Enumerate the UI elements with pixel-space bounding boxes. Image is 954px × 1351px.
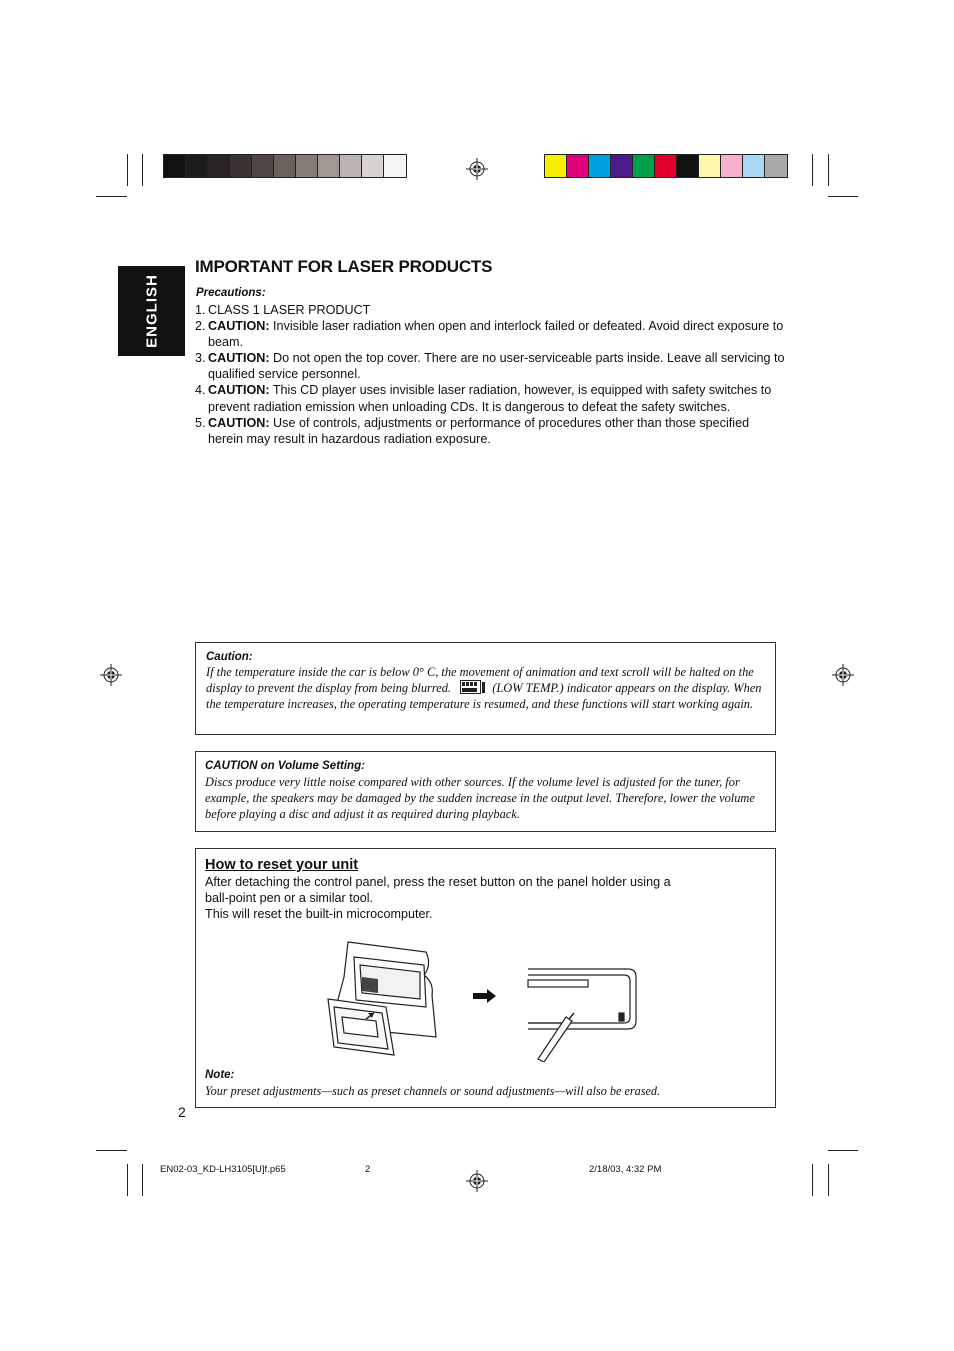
registration-mark-icon xyxy=(100,664,122,686)
precautions-label: Precautions: xyxy=(196,287,266,299)
item-number: 3. xyxy=(195,351,206,366)
color-swatch xyxy=(252,155,274,177)
arrow-right-icon xyxy=(473,989,496,1003)
process-color-bar xyxy=(544,154,788,178)
item-text: CLASS 1 LASER PRODUCT xyxy=(208,303,371,317)
crop-mark xyxy=(812,154,813,186)
crop-mark xyxy=(828,1164,829,1196)
color-swatch xyxy=(186,155,208,177)
unit-reset-drawing xyxy=(528,969,636,1062)
caution-volume-title: CAUTION on Volume Setting: xyxy=(205,760,365,772)
crop-mark xyxy=(812,1164,813,1196)
item-text: Do not open the top cover. There are no user-serviceable parts inside. Leave all servicing to qualified service personnel. xyxy=(208,351,785,382)
color-swatch xyxy=(318,155,340,177)
language-tab-label: ENGLISH xyxy=(143,274,160,348)
crop-mark xyxy=(96,196,127,197)
color-swatch xyxy=(677,155,699,177)
list-item xyxy=(195,318,785,350)
reset-title: How to reset your unit xyxy=(205,857,359,873)
caution-label: CAUTION: xyxy=(208,415,270,430)
reset-line: This will reset the built-in microcomputer. xyxy=(205,907,433,922)
footer-file-name: EN02-03_KD-LH3105[U]f.p65 xyxy=(160,1164,286,1175)
item-number: 4. xyxy=(195,383,206,398)
list-item xyxy=(195,415,785,447)
crop-mark xyxy=(127,1164,128,1196)
list-item xyxy=(195,350,785,382)
caution-label: CAUTION: xyxy=(208,351,270,366)
color-swatch xyxy=(208,155,230,177)
item-text: Use of controls, adjustments or performance of procedures other than those specified herein may result in hazardous radiation exposure. xyxy=(208,415,750,446)
crop-mark xyxy=(828,154,829,186)
color-swatch xyxy=(274,155,296,177)
item-number: 2. xyxy=(195,319,206,334)
caution-label: CAUTION: xyxy=(208,383,270,398)
color-swatch xyxy=(545,155,567,177)
footer-timestamp: 2/18/03, 4:32 PM xyxy=(589,1164,662,1175)
caution-label: CAUTION: xyxy=(208,319,270,334)
color-swatch xyxy=(384,155,406,177)
item-text: This CD player uses invisible laser radiation, however, is equipped with safety switches to prevent radiation emission when unloading CDs. It is dangerous to defeat the safety switches. xyxy=(208,383,772,414)
reset-line: ball-point pen or a similar tool. xyxy=(205,891,373,906)
crop-mark xyxy=(127,154,128,186)
caution-title: Caution: xyxy=(206,651,253,663)
crop-mark xyxy=(142,154,143,186)
reset-illustration xyxy=(316,937,646,1062)
color-swatch xyxy=(296,155,318,177)
low-temp-icon xyxy=(460,680,486,694)
color-swatch xyxy=(765,155,787,177)
panel-holder-drawing xyxy=(328,942,436,1055)
section-title: IMPORTANT FOR LASER PRODUCTS xyxy=(195,257,493,276)
color-swatch xyxy=(164,155,186,177)
color-swatch xyxy=(362,155,384,177)
color-swatch xyxy=(721,155,743,177)
crop-mark xyxy=(142,1164,143,1196)
list-item xyxy=(195,382,785,414)
reset-instructions xyxy=(205,874,765,922)
registration-mark-icon xyxy=(466,158,488,180)
color-swatch xyxy=(611,155,633,177)
color-swatch xyxy=(230,155,252,177)
registration-mark-icon xyxy=(832,664,854,686)
precautions-list xyxy=(195,302,785,447)
language-tab xyxy=(118,266,185,356)
color-swatch xyxy=(633,155,655,177)
crop-mark xyxy=(828,1150,858,1151)
item-number: 5. xyxy=(195,415,206,430)
reset-box xyxy=(195,848,776,1108)
page-number: 2 xyxy=(178,1104,186,1120)
item-number: 1. xyxy=(195,303,206,317)
color-swatch xyxy=(340,155,362,177)
caution-text xyxy=(206,664,765,712)
caution-text-part: If the temperature inside the car is below 0° C, the movement of animation and text scroll will be halted on the display to prevent the display from being blurred. xyxy=(206,665,754,696)
color-swatch xyxy=(655,155,677,177)
color-swatch xyxy=(589,155,611,177)
color-swatch xyxy=(699,155,721,177)
grayscale-color-bar xyxy=(163,154,407,178)
note-text: Your preset adjustments—such as preset channels or sound adjustments—will also be erased. xyxy=(205,1084,660,1098)
registration-mark-icon xyxy=(466,1170,488,1192)
caution-volume-text: Discs produce very little noise compared with other sources. If the volume level is adjusted for the tuner, for example, the speakers may be damaged by the sudden increase in the output level. Therefore, lower the volume before playing a disc and adjust it as required during playback. xyxy=(205,775,755,822)
caution-volume-box xyxy=(195,751,776,832)
caution-temperature-box xyxy=(195,642,776,735)
caution-text-part: (LOW TEMP.) indicator appears on the display. When the temperature increases, the operating temperature is resumed, and these functions will start working again. xyxy=(206,681,762,712)
reset-line: After detaching the control panel, press the reset button on the panel holder using a xyxy=(205,875,671,889)
color-swatch xyxy=(567,155,589,177)
color-swatch xyxy=(743,155,765,177)
footer-page: 2 xyxy=(365,1164,371,1175)
crop-mark xyxy=(828,196,858,197)
note-title: Note: xyxy=(205,1069,235,1081)
list-item xyxy=(195,302,785,318)
crop-mark xyxy=(96,1150,127,1151)
item-text: Invisible laser radiation when open and interlock failed or defeated. Avoid direct exposure to beam. xyxy=(208,319,784,350)
